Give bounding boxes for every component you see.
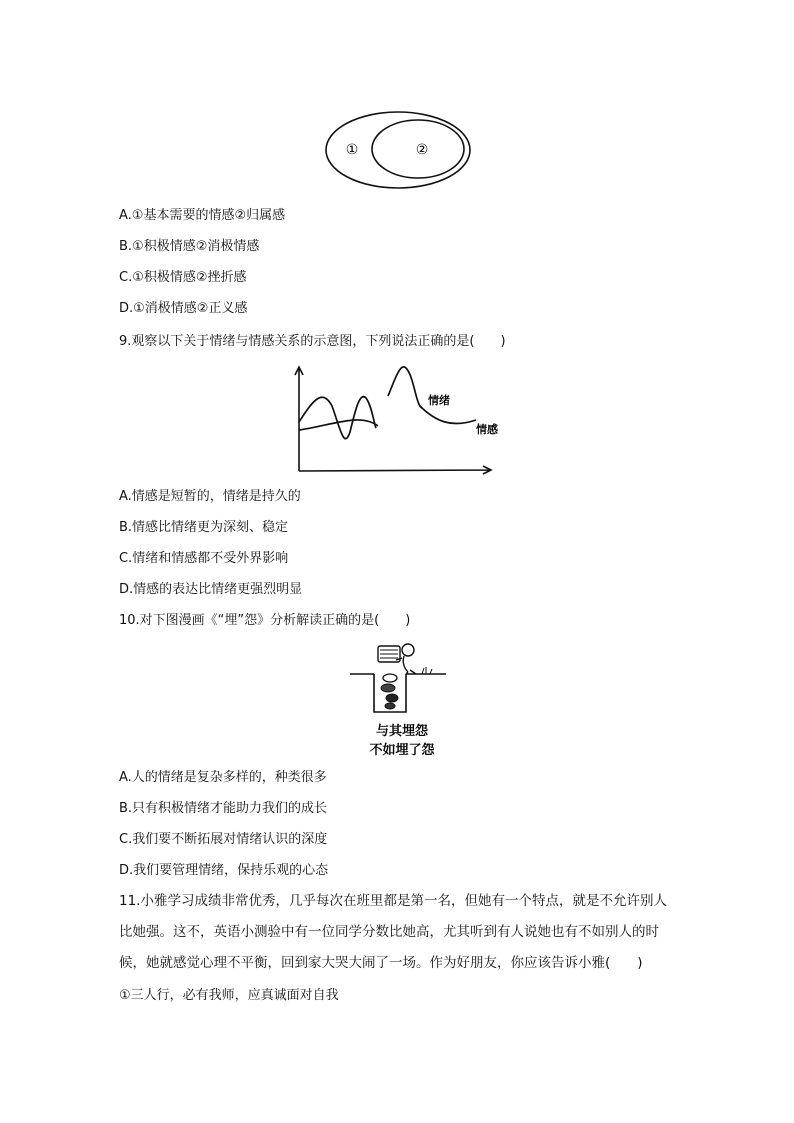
q8-option-a: A.①基本需要的情感②归属感 — [119, 208, 286, 223]
emotion-curve-peak — [388, 367, 422, 408]
q10-option-b: B.只有积极情绪才能助力我们的成长 — [119, 801, 328, 816]
grass-tuft — [422, 667, 432, 674]
feeling-curve-tail — [420, 406, 476, 424]
label-feeling: 情感 — [476, 423, 498, 436]
q11-option-1: ①三人行，必有我师，应真诚面对自我 — [119, 988, 339, 1003]
label-emotion: 情绪 — [428, 394, 450, 407]
buried-object — [383, 674, 397, 682]
cartoon-caption-line1: 与其埋怨 — [375, 724, 429, 739]
q11-stem: 11.小雅学习成绩非常优秀，几乎每次在班里都是第一名，但她有一个特点，就是不允许别人比她强。这不，英语小测验中有一位同学分数比她高，尤其听到有人说她也有不如别人的时候，她就感觉心理不平衡，回到家大哭大闹了一场。作为好朋友，你应该告诉小雅( ) — [119, 893, 667, 971]
q9-option-c: C.情绪和情感都不受外界影响 — [119, 551, 289, 566]
cartoon-caption-line2: 不如埋了怨 — [369, 743, 435, 758]
q9-option-d: D.情感的表达比情绪更强烈明显 — [119, 582, 303, 597]
buried-object — [386, 694, 398, 702]
q10-option-c: C.我们要不断拓展对情绪认识的深度 — [119, 832, 328, 847]
venn-inner-label: ② — [415, 142, 429, 158]
q9-option-a: A.情感是短暂的，情绪是持久的 — [119, 489, 301, 504]
q8-option-b: B.①积极情感②消极情感 — [119, 239, 260, 254]
venn-outer-label: ① — [345, 142, 359, 158]
emotion-curve — [299, 397, 376, 439]
q9-stem: 9.观察以下关于情绪与情感关系的示意图，下列说法正确的是( ) — [119, 334, 506, 349]
buried-object — [381, 684, 395, 692]
emotion-feeling-diagram — [290, 362, 500, 476]
q8-option-c: C.①积极情感②挫折感 — [119, 270, 247, 285]
q10-stem: 10.对下图漫画《“埋”怨》分析解读正确的是( ) — [119, 613, 411, 628]
q9-option-b: B.情感比情绪更为深刻、稳定 — [119, 520, 289, 535]
cartoon-illustration — [346, 640, 458, 760]
x-axis-arrow — [299, 466, 491, 474]
buried-object — [385, 703, 395, 709]
q10-option-a: A.人的情绪是复杂多样的，种类很多 — [119, 770, 327, 785]
q8-option-d: D.①消极情感②正义感 — [119, 301, 248, 316]
box-stripes — [380, 650, 398, 658]
q10-option-d: D.我们要管理情绪，保持乐观的心态 — [119, 863, 329, 878]
person-body — [396, 656, 416, 674]
venn-diagram — [322, 108, 474, 192]
person-head — [402, 644, 414, 656]
